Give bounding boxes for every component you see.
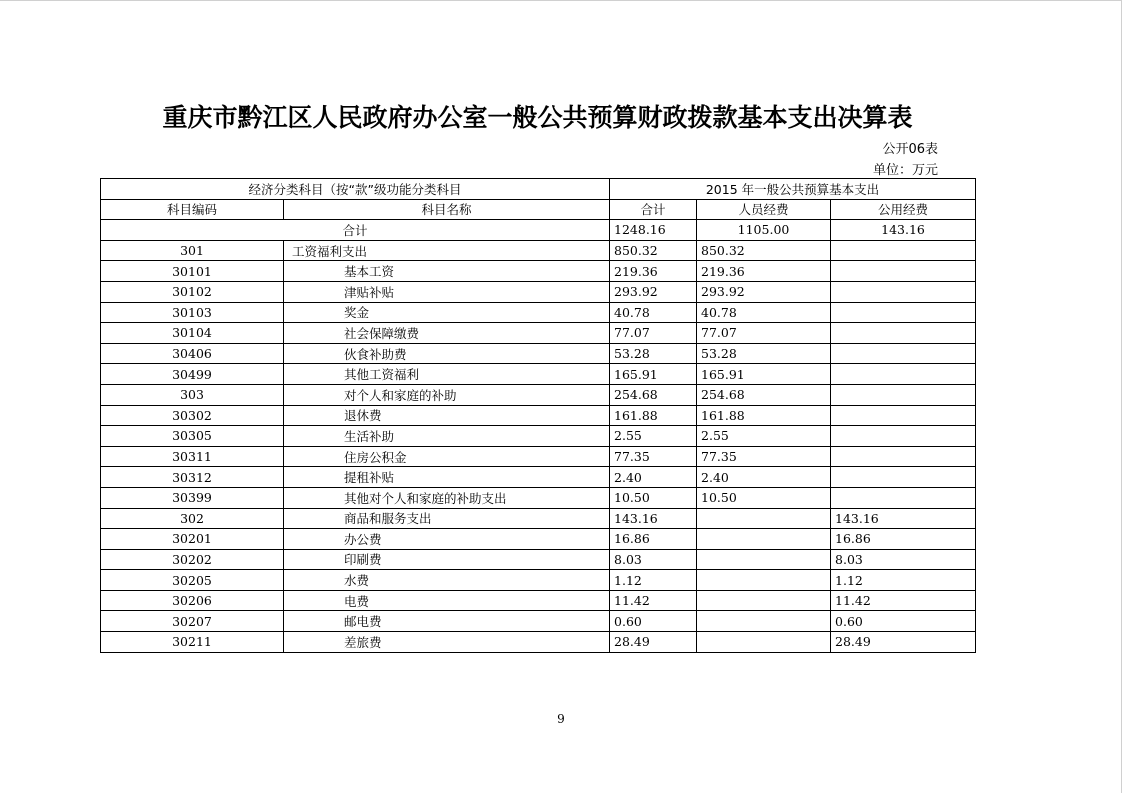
page-edge-top — [0, 0, 1122, 1]
row-total: 1.12 — [610, 570, 697, 591]
row-name: 奖金 — [284, 302, 610, 323]
row-name: 津贴补贴 — [284, 281, 610, 302]
column-header-staff: 人员经费 — [697, 199, 831, 220]
row-public: 28.49 — [831, 632, 976, 653]
row-public: 11.42 — [831, 590, 976, 611]
row-code: 30406 — [101, 343, 284, 364]
table-row — [101, 632, 976, 653]
table-row — [101, 487, 976, 508]
row-public — [831, 302, 976, 323]
row-code: 302 — [101, 508, 284, 529]
row-staff — [697, 632, 831, 653]
page-number: 9 — [557, 712, 565, 726]
row-total: 161.88 — [610, 405, 697, 426]
table-row — [101, 364, 976, 385]
total-row — [101, 220, 976, 241]
row-code: 30312 — [101, 467, 284, 488]
row-public: 16.86 — [831, 529, 976, 550]
group-header-expenditure: 2015 年一般公共预算基本支出 — [610, 179, 976, 200]
row-staff: 850.32 — [697, 240, 831, 261]
row-public — [831, 487, 976, 508]
table-row — [101, 426, 976, 447]
row-name: 住房公积金 — [284, 446, 610, 467]
table-row — [101, 549, 976, 570]
row-code: 30207 — [101, 611, 284, 632]
row-staff — [697, 529, 831, 550]
column-header-name: 科目名称 — [284, 199, 610, 220]
total-amount: 1248.16 — [610, 220, 697, 241]
row-public: 8.03 — [831, 549, 976, 570]
row-name: 伙食补助费 — [284, 343, 610, 364]
row-public — [831, 405, 976, 426]
table-row — [101, 281, 976, 302]
row-public — [831, 364, 976, 385]
row-total: 293.92 — [610, 281, 697, 302]
row-public — [831, 323, 976, 344]
row-code: 30302 — [101, 405, 284, 426]
row-code: 303 — [101, 384, 284, 405]
row-code: 30101 — [101, 261, 284, 282]
row-staff: 254.68 — [697, 384, 831, 405]
row-public — [831, 446, 976, 467]
row-name: 邮电费 — [284, 611, 610, 632]
row-public — [831, 426, 976, 447]
row-staff: 10.50 — [697, 487, 831, 508]
row-total: 77.07 — [610, 323, 697, 344]
row-public — [831, 467, 976, 488]
row-public — [831, 261, 976, 282]
table-row — [101, 240, 976, 261]
form-code: 公开06表 — [882, 142, 938, 157]
table-row — [101, 261, 976, 282]
total-public-amount: 143.16 — [831, 220, 976, 241]
row-staff: 2.40 — [697, 467, 831, 488]
document-title: 重庆市黔江区人民政府办公室一般公共预算财政拨款基本支出决算表 — [162, 103, 913, 132]
row-public — [831, 384, 976, 405]
column-header-total: 合计 — [610, 199, 697, 220]
row-code: 30399 — [101, 487, 284, 508]
row-code: 30205 — [101, 570, 284, 591]
row-staff — [697, 508, 831, 529]
budget-table — [100, 178, 976, 653]
row-name: 生活补助 — [284, 426, 610, 447]
row-name: 其他工资福利 — [284, 364, 610, 385]
row-code: 30206 — [101, 590, 284, 611]
row-name: 差旅费 — [284, 632, 610, 653]
table-row — [101, 611, 976, 632]
column-header-code: 科目编码 — [101, 199, 284, 220]
row-code: 30202 — [101, 549, 284, 570]
row-total: 77.35 — [610, 446, 697, 467]
table-row — [101, 570, 976, 591]
table-column-header-row — [101, 199, 976, 220]
table-row — [101, 323, 976, 344]
row-total: 219.36 — [610, 261, 697, 282]
row-staff: 293.92 — [697, 281, 831, 302]
row-staff — [697, 570, 831, 591]
row-total: 40.78 — [610, 302, 697, 323]
table-row — [101, 508, 976, 529]
row-code: 30102 — [101, 281, 284, 302]
row-name: 对个人和家庭的补助 — [284, 384, 610, 405]
table-row — [101, 590, 976, 611]
group-header-classification: 经济分类科目（按“款”级功能分类科目 — [101, 179, 610, 200]
column-header-public: 公用经费 — [831, 199, 976, 220]
row-public — [831, 240, 976, 261]
table-row — [101, 384, 976, 405]
row-public — [831, 281, 976, 302]
unit-label: 单位：万元 — [872, 163, 938, 178]
row-name: 印刷费 — [284, 549, 610, 570]
row-staff: 219.36 — [697, 261, 831, 282]
row-public: 0.60 — [831, 611, 976, 632]
row-code: 30211 — [101, 632, 284, 653]
row-staff: 77.35 — [697, 446, 831, 467]
row-total: 165.91 — [610, 364, 697, 385]
row-total: 0.60 — [610, 611, 697, 632]
row-staff: 165.91 — [697, 364, 831, 385]
row-total: 254.68 — [610, 384, 697, 405]
row-code: 30499 — [101, 364, 284, 385]
row-total: 2.40 — [610, 467, 697, 488]
row-total: 11.42 — [610, 590, 697, 611]
row-total: 2.55 — [610, 426, 697, 447]
row-public: 143.16 — [831, 508, 976, 529]
row-staff — [697, 611, 831, 632]
row-total: 850.32 — [610, 240, 697, 261]
table-row — [101, 446, 976, 467]
table-group-header-row — [101, 179, 976, 200]
row-staff — [697, 590, 831, 611]
row-staff: 53.28 — [697, 343, 831, 364]
total-label: 合计 — [101, 220, 610, 241]
row-total: 16.86 — [610, 529, 697, 550]
row-name: 水费 — [284, 570, 610, 591]
row-code: 30311 — [101, 446, 284, 467]
row-name: 社会保障缴费 — [284, 323, 610, 344]
row-code: 30201 — [101, 529, 284, 550]
row-name: 提租补贴 — [284, 467, 610, 488]
row-total: 8.03 — [610, 549, 697, 570]
table-row — [101, 529, 976, 550]
row-code: 30305 — [101, 426, 284, 447]
row-staff: 40.78 — [697, 302, 831, 323]
row-public: 1.12 — [831, 570, 976, 591]
table-row — [101, 343, 976, 364]
table-row — [101, 302, 976, 323]
row-code: 301 — [101, 240, 284, 261]
table-row — [101, 467, 976, 488]
row-total: 10.50 — [610, 487, 697, 508]
row-staff: 77.07 — [697, 323, 831, 344]
row-name: 办公费 — [284, 529, 610, 550]
row-code: 30104 — [101, 323, 284, 344]
row-name: 商品和服务支出 — [284, 508, 610, 529]
row-total: 53.28 — [610, 343, 697, 364]
row-total: 28.49 — [610, 632, 697, 653]
total-staff-amount: 1105.00 — [697, 220, 831, 241]
row-total: 143.16 — [610, 508, 697, 529]
row-staff: 2.55 — [697, 426, 831, 447]
row-public — [831, 343, 976, 364]
row-name: 退休费 — [284, 405, 610, 426]
row-code: 30103 — [101, 302, 284, 323]
row-staff — [697, 549, 831, 570]
row-name: 电费 — [284, 590, 610, 611]
row-name: 其他对个人和家庭的补助支出 — [284, 487, 610, 508]
row-staff: 161.88 — [697, 405, 831, 426]
row-name: 基本工资 — [284, 261, 610, 282]
table-row — [101, 405, 976, 426]
row-name: 工资福利支出 — [284, 240, 610, 261]
